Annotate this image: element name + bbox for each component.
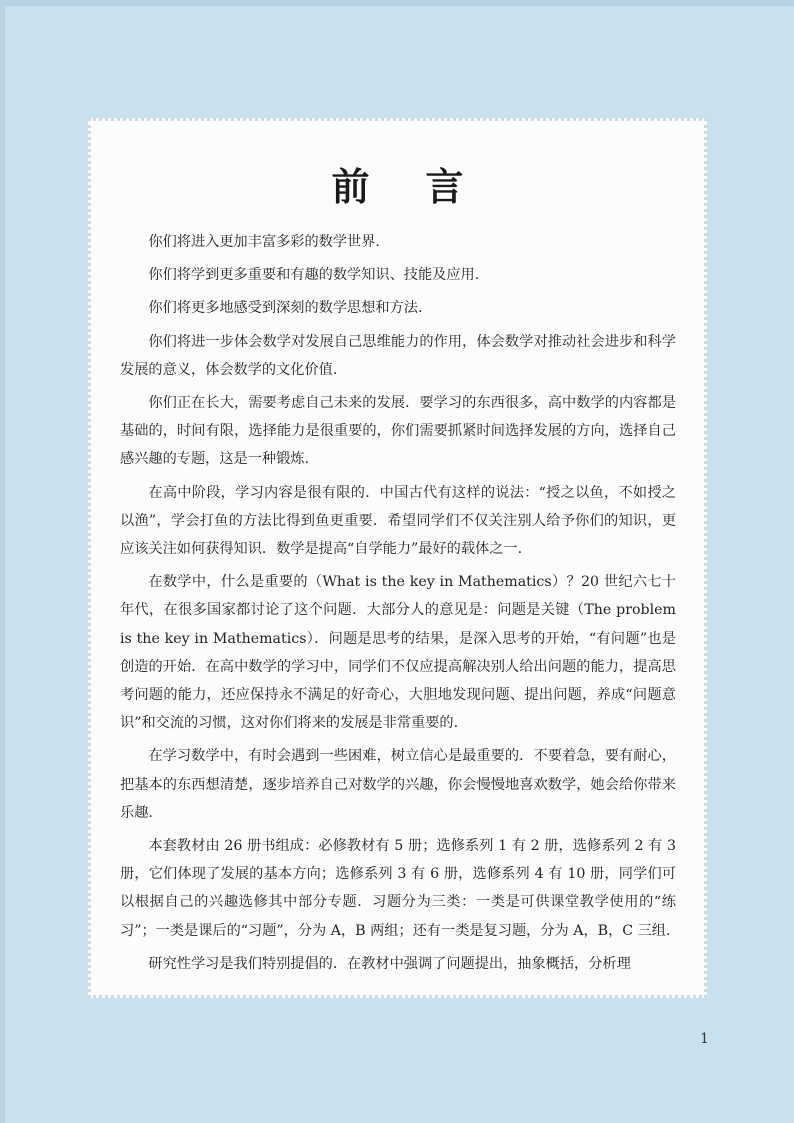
- paragraph: 在高中阶段，学习内容是很有限的．中国古代有这样的说法：“授之以鱼，不如授之以渔”，学会打鱼的方法比得到鱼更重要．希望同学们不仅关注别人给予你们的知识，更应该关注如何获得知识．数学是提高“自学能力”最好的载体之一.: [120, 484, 676, 558]
- paragraph: 本套教材由 26 册书组成：必修教材有 5 册；选修系列 1 有 2 册，选修系列 2 有 3 册，它们体现了发展的基本方向；选修系列 3 有 6 册，选修系列 4 有 10 册，同学们可以根据自己的兴趣选修其中部分专题．习题分为三类：一类是可供课堂教学使用的“练习”；一类是课后的“习题”，分为 A，B 两组；还有一类是复习题，分为 A，B，C 三组.: [120, 838, 676, 939]
- paragraph: 在学习数学中，有时会遇到一些困难，树立信心是最重要的．不要着急，要有耐心，把基本的东西想清楚，逐步培养自己对数学的兴趣，你会慢慢地喜欢数学，她会给你带来乐趣.: [120, 748, 676, 821]
- paragraph: 你们将进入更加丰富多彩的数学世界.: [148, 234, 380, 250]
- preface-panel: [88, 118, 707, 998]
- page-number: 1: [700, 1031, 709, 1047]
- paragraph: 你们将学到更多重要和有趣的数学知识、技能及应用.: [148, 267, 480, 284]
- paragraph: 你们将更多地感受到深刻的数学思想和方法.: [148, 300, 423, 317]
- preface-body: [120, 228, 676, 983]
- paragraph: 你们正在长大，需要考虑自己未来的发展．要学习的东西很多，高中数学的内容都是基础的，时间有限，选择能力是很重要的，你们需要抓紧时间选择发展的方向，选择自己感兴趣的专题，这是一种锻炼.: [120, 395, 676, 468]
- paragraph: 你们将进一步体会数学对发展自己思维能力的作用，体会数学对推动社会进步和科学发展的意义，体会数学的文化价值.: [120, 333, 676, 378]
- scan-edge-top: [0, 0, 794, 6]
- paragraph: 在数学中，什么是重要的（What is the key in Mathematics）？20 世纪六七十年代，在很多国家都讨论了这个问题．大部分人的意见是：问题是关键（The problem is the key in Mathematics）．问题是思考的结果，是深入思考的开始，“有问题”也是创造的开始．在高中数学的学习中，同学们不仅应提高解决别人给出问题的能力，提高思考问题的能力，还应保持永不满足的好奇心，大胆地发现问题、提出问题，养成“问题意识”和交流的习惯，这对你们将来的发展是非常重要的.: [120, 574, 676, 732]
- paragraph: 研究性学习是我们特别提倡的．在教材中强调了问题提出，抽象概括，分析理: [148, 955, 631, 972]
- scan-edge-left: [0, 0, 5, 1123]
- page-title: 前言: [331, 165, 520, 209]
